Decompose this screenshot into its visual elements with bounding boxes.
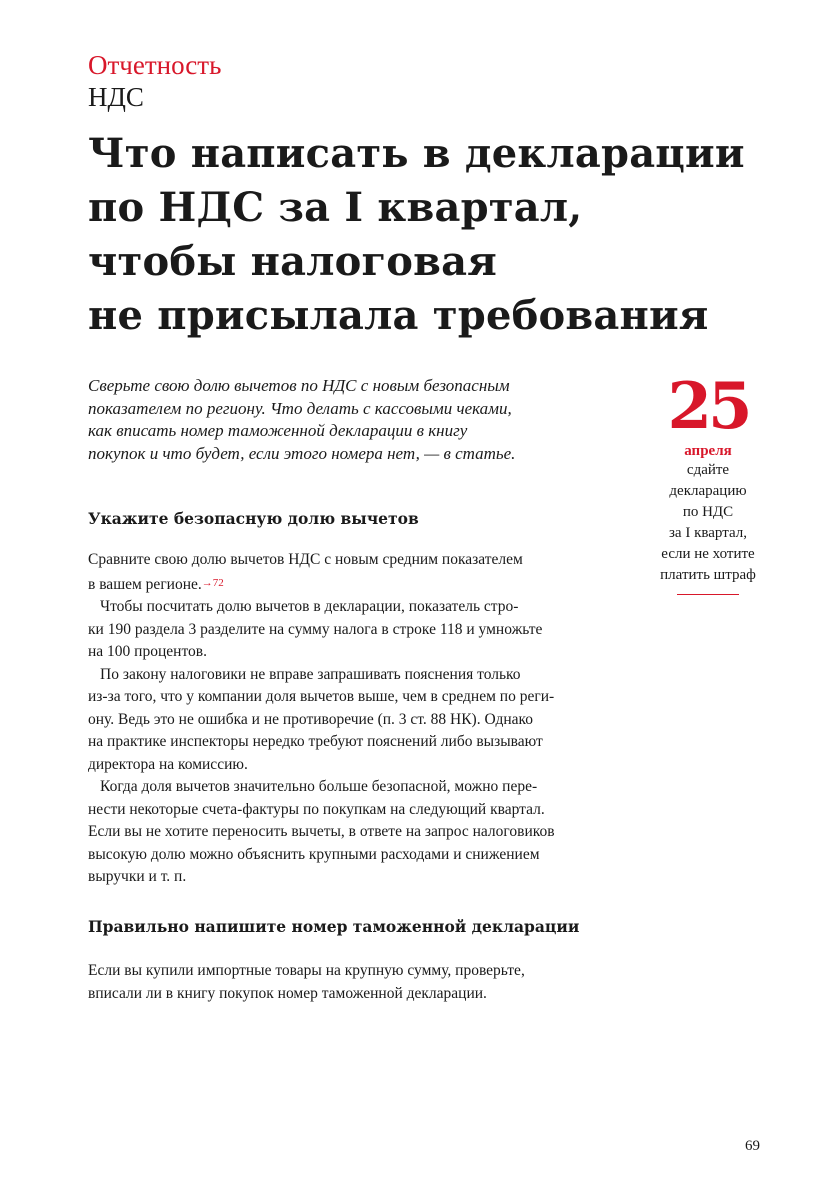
body-line: на 100 процентов. [88, 643, 207, 660]
section-heading-customs: Правильно напишите номер таможенной декларации [88, 917, 580, 936]
body-line: По закону налоговики не вправе запрашивать пояснения только [100, 665, 521, 683]
body-line: ки 190 раздела 3 разделите на сумму налога в строке 118 и умножьте [88, 620, 543, 638]
body-line: вписали ли в книгу покупок номер таможенной декларации. [88, 984, 487, 1002]
body-line: Когда доля вычетов значительно больше безопасной, можно пере- [100, 778, 538, 795]
subsection-label: НДС [88, 82, 144, 112]
deadline-note-line: за I квартал, [669, 525, 747, 541]
title-line: чтобы налоговая [88, 238, 497, 285]
deadline-note [650, 460, 766, 586]
deadline-note-line: платить штраф [660, 567, 756, 583]
lead-line: показателем по региону. Что делать с кассовыми чеками, [88, 398, 512, 418]
body-line: на практике инспекторы нередко требуют пояснений либо вызывают [88, 733, 543, 750]
section-heading-deductions: Укажите безопасную долю вычетов [88, 509, 419, 528]
body-line: высокую долю можно объяснить крупными расходами и снижением [88, 845, 540, 863]
lead-paragraph [88, 375, 633, 465]
article-title [88, 127, 788, 343]
deadline-note-line: по НДС [682, 504, 734, 520]
deadline-note-line: сдайте [686, 462, 730, 478]
lead-line: покупок и что будет, если этого номера нет, — в статье. [88, 443, 516, 463]
body-line: Сравните свою долю вычетов НДС с новым средним показателем [88, 551, 523, 568]
lead-line: Сверьте свою долю вычетов по НДС с новым безопасным [88, 376, 510, 395]
sidebar-divider [677, 594, 739, 595]
body-line: Если вы не хотите переносить вычеты, в ответе на запрос налоговиков [88, 823, 555, 840]
body-line: Если вы купили импортные товары на крупную сумму, проверьте, [88, 962, 525, 979]
page-reference-link[interactable]: →72 [201, 576, 224, 589]
deadline-sidebar [650, 369, 766, 595]
section-body-deductions [88, 549, 633, 889]
deadline-month: апреля [684, 443, 732, 459]
deadline-note-line: если не хотите [661, 546, 755, 562]
body-line: нести некоторые счета-фактуры по покупкам на следующий квартал. [88, 800, 545, 818]
body-line [88, 572, 633, 597]
body-text: в вашем регионе. [88, 575, 202, 593]
title-line: не присылала требования [88, 292, 709, 339]
lead-line: как вписать номер таможенной декларации в книгу [88, 421, 468, 440]
body-line: Чтобы посчитать долю вычетов в декларации, показатель стро- [100, 598, 519, 615]
deadline-note-line: декларацию [669, 483, 747, 499]
body-line: директора на комиссию. [88, 755, 248, 773]
title-line: Что написать в декларации [88, 130, 745, 177]
body-line: выручки и т. п. [88, 868, 187, 885]
section-body-customs [88, 960, 633, 1005]
page-number: 69 [745, 1138, 760, 1154]
body-line: ону. Ведь это не ошибка и не противоречие (п. 3 ст. 88 НК). Однако [88, 710, 534, 728]
section-label: Отчетность [88, 50, 222, 80]
body-line: из-за того, что у компании доля вычетов выше, чем в среднем по реги- [88, 688, 555, 705]
deadline-day: 25 [667, 369, 749, 444]
title-line: по НДС за I квартал, [88, 184, 583, 231]
